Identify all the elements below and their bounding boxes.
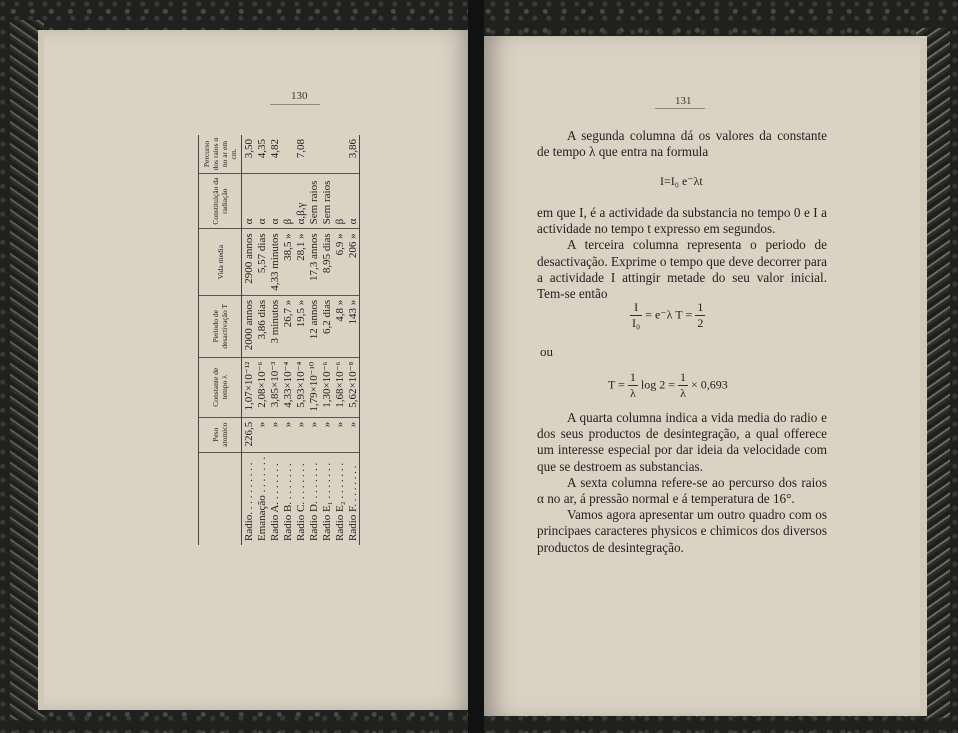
table-cell-name: Radio F. . . . . . . . — [346, 452, 360, 545]
table-row — [281, 135, 294, 545]
table-cell-rad: α — [268, 173, 281, 228]
table-cell-rad: α,β,γ — [294, 173, 307, 228]
header-range: Percurso dos raios α no ar em cm. — [199, 135, 242, 173]
table-cell-period: 26,7 » — [281, 295, 294, 357]
table-cell-life: 6,9 » — [333, 229, 346, 295]
table-cell-name: Radio. . . . . . . . . . — [242, 462, 255, 541]
paragraph-3: A terceira columna representa o periodo de desactivação. Exprime o tempo que deve decorrer para a actividade I attingir metade do seu valor inicial. Tem-se então — [537, 237, 827, 302]
table-row — [255, 135, 268, 545]
table-cell-name: Radio D. . . . . . . . — [307, 462, 320, 541]
table-cell-weight: » — [333, 417, 346, 452]
table-cell-life: 5,57 dias — [255, 229, 268, 295]
eq2-rhs-den: 2 — [697, 316, 704, 330]
table-cell-name: Radio E₁ . . . . . . . — [320, 462, 333, 541]
header-life: Vida media — [199, 229, 242, 295]
table-cell-rad: β — [281, 173, 294, 228]
table-cell-period: 143 » — [346, 295, 360, 357]
table-cell-rad: α — [242, 173, 256, 228]
table-cell-life: 8,95 dias — [320, 229, 333, 295]
eq2-rhs-fraction — [695, 300, 705, 331]
table-cell-rad: α — [255, 173, 268, 228]
body-text-top — [537, 128, 827, 160]
table-cell-period: 4,8 » — [333, 295, 346, 357]
paragraph-4: A quarta columna indica a vida media do radio e dos seus productos de desintegração, a qual offerece um interesse especial por dar ideia da velocidade com que se destroem as substancias. — [537, 410, 827, 474]
table-cell-period: 12 annos — [307, 295, 320, 357]
table-cell-range: 3,50 — [242, 135, 256, 173]
table-cell-range: 3,86 — [346, 135, 360, 173]
table-cell-weight: » — [268, 417, 281, 452]
table-cell-weight: » — [294, 417, 307, 452]
table-cell-lambda: 3,85×10⁻³ — [268, 357, 281, 417]
table-cell-range: 4,35 — [255, 135, 268, 173]
table-cell-weight: » — [307, 417, 320, 452]
eq3-c: × 0,693 — [691, 377, 728, 392]
table-cell-lambda: 4,33×10⁻⁴ — [281, 357, 294, 417]
table-cell-weight: » — [281, 417, 294, 452]
equation-2 — [630, 300, 705, 331]
table-cell-name: Emanação . . . . . . . — [255, 456, 268, 541]
body-text-mid — [537, 205, 827, 302]
table-cell-range — [281, 135, 294, 173]
eq3-a: T = — [608, 377, 625, 392]
table-row — [320, 135, 333, 545]
table-cell-period: 3 minutos — [268, 295, 281, 357]
eq3-f2-num: 1 — [680, 370, 686, 384]
table-cell-weight: » — [346, 417, 360, 452]
eq2-lhs-num: I — [630, 300, 642, 316]
table-cell-rad: Sem raios — [307, 173, 320, 228]
table-cell-name: Radio E₂ . . . . . . . — [333, 462, 346, 541]
paragraph-6: Vamos agora apresentar um outro quadro com os principaes caracteres physicos e chimicos dos diversos productos de desintegração. — [537, 507, 827, 555]
table-cell-lambda: 5,62×10⁻⁸ — [346, 357, 360, 417]
header-period: Periodo de desactivação T — [199, 295, 242, 357]
ou-word: ou — [540, 344, 553, 359]
eq3-fraction-1 — [628, 370, 638, 401]
table-cell-name: Radio B. . . . . . . . — [281, 463, 294, 541]
eq2-lhs-den: I₀ — [632, 316, 641, 330]
header-lambda: Constante de tempo λ — [199, 357, 242, 417]
table-cell-weight: » — [320, 417, 333, 452]
table-cell-name: Radio C. . . . . . . . — [294, 463, 307, 541]
eq3-fraction-2 — [678, 370, 688, 401]
table-cell-life: 206 » — [346, 229, 360, 295]
table-row — [346, 135, 360, 545]
table-row — [294, 135, 307, 545]
header-radiation: Constituição da radiação — [199, 173, 242, 228]
page-number-right: 131 — [675, 95, 692, 107]
table-header-row — [199, 135, 242, 545]
radioactive-table — [198, 135, 360, 545]
table-cell-lambda: 1,30×10⁻⁶ — [320, 357, 333, 417]
table-cell-range: 7,08 — [294, 135, 307, 173]
table-cell-lambda: 1,68×10⁻⁶ — [333, 357, 346, 417]
table-cell-weight: » — [255, 417, 268, 452]
table-cell-life: 2900 annos — [242, 229, 256, 295]
page-number-left: 130 — [291, 90, 308, 102]
body-text-bottom — [537, 410, 827, 556]
table-row — [307, 135, 320, 545]
book-gutter — [468, 0, 484, 733]
table-row — [242, 135, 256, 545]
header-name — [199, 452, 242, 545]
header-rule-right — [655, 108, 705, 109]
eq3-f1-den: λ — [629, 386, 636, 400]
table-cell-period: 19,5 » — [294, 295, 307, 357]
table-cell-weight: 226,5 — [242, 417, 256, 452]
table-row — [268, 135, 281, 545]
table-cell-lambda: 1,79×10⁻¹⁰ — [307, 357, 320, 417]
equation-3 — [608, 370, 728, 401]
eq2-rhs-num: 1 — [697, 300, 704, 314]
eq3-f1-num: 1 — [629, 370, 636, 384]
eq2-mid: = e⁻λ T = — [645, 307, 693, 322]
eq3-b: log 2 = — [640, 377, 675, 392]
table-cell-period: 3,86 dias — [255, 295, 268, 357]
table-cell-rad: α — [346, 173, 360, 228]
table-cell-lambda: 5,93×10⁻⁴ — [294, 357, 307, 417]
table-cell-range — [307, 135, 320, 173]
eq2-lhs-fraction — [630, 300, 642, 331]
equation-1: I=I₀ e⁻λt — [660, 174, 703, 188]
table-cell-period: 2000 annos — [242, 295, 256, 357]
header-weight: Peso atomico — [199, 417, 242, 452]
table-cell-life: 28,1 » — [294, 229, 307, 295]
table-body — [242, 135, 360, 545]
eq3-f2-den: λ — [680, 386, 686, 400]
table-cell-rad: β — [333, 173, 346, 228]
table-cell-period: 6,2 dias — [320, 295, 333, 357]
table-cell-range — [320, 135, 333, 173]
header-rule-left — [270, 104, 320, 105]
table-cell-range: 4,82 — [268, 135, 281, 173]
paragraph-2: em que I, é a actividade da substancia no tempo 0 e I a actividade no tempo t expresso em segundos. — [537, 205, 827, 237]
table-cell-name: Radio A. . . . . . . . — [268, 463, 281, 541]
table-cell-life: 17,3 annos — [307, 229, 320, 295]
table-cell-rad: Sem raios — [320, 173, 333, 228]
table-cell-life: 38,5 » — [281, 229, 294, 295]
paragraph-5: A sexta columna refere-se ao percurso dos raios α no ar, á pressão normal e á temperatura de 16°. — [537, 474, 827, 507]
table-cell-lambda: 2,08×10⁻⁶ — [255, 357, 268, 417]
table-cell-life: 4,33 minutos — [268, 229, 281, 295]
paragraph-1: A segunda columna dá os valores da constante de tempo λ que entra na formula — [537, 128, 827, 160]
table-cell-range — [333, 135, 346, 173]
table-cell-lambda: 1,07×10⁻¹² — [242, 357, 256, 417]
table-row — [333, 135, 346, 545]
